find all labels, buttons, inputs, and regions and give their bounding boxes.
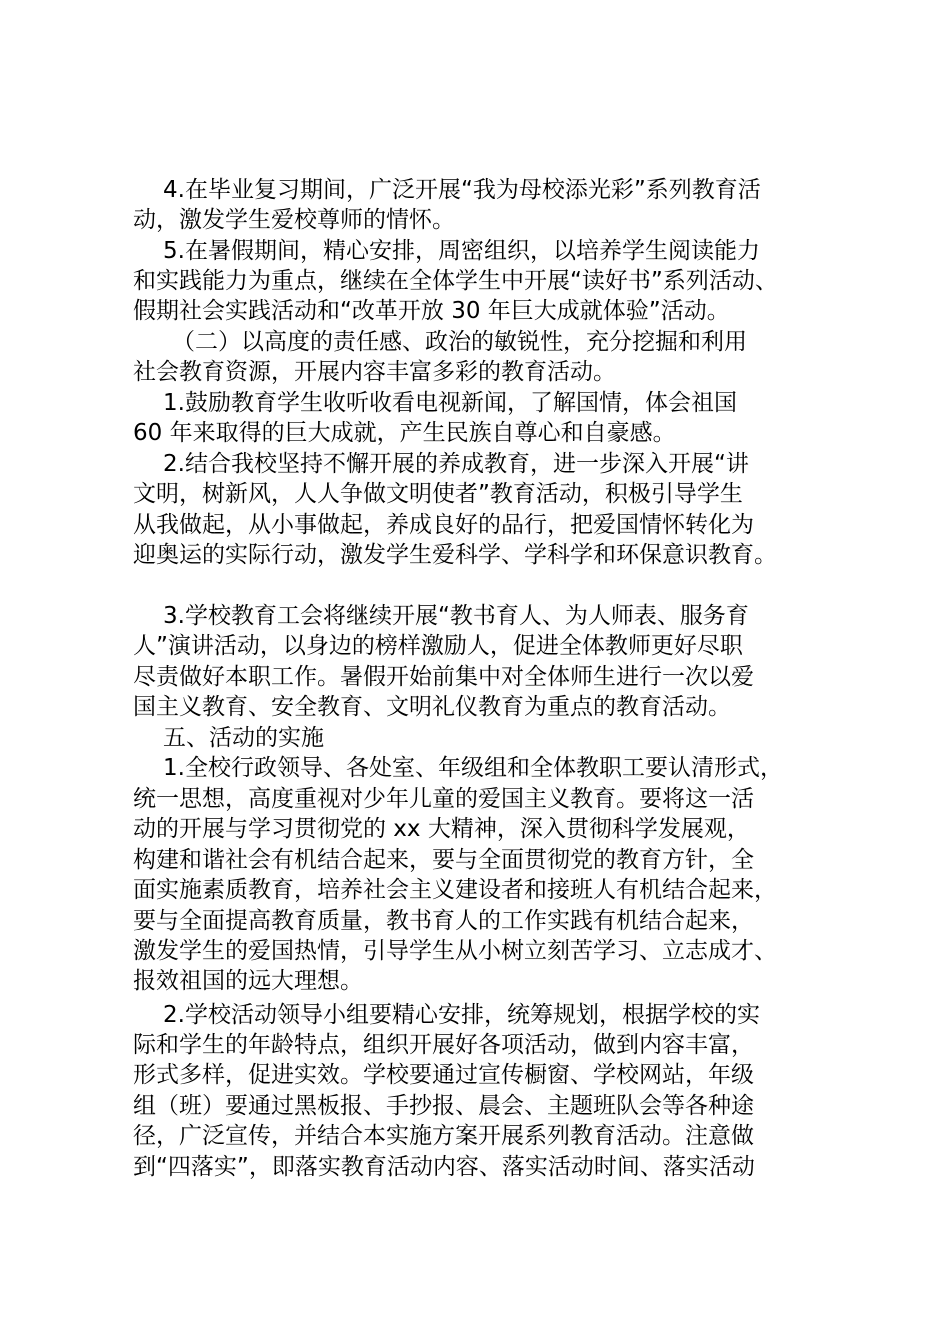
item-3-line-3: 尽责做好本职工作。暑假开始前集中对全体师生进行一次以爱	[133, 664, 754, 690]
paragraph-5-line-3: 假期社会实践活动和“改革开放 30 年巨大成就体验”活动。	[133, 298, 730, 324]
section-5-heading: 五、活动的实施	[163, 725, 324, 751]
implementation-1-line-4: 构建和谐社会有机结合起来，要与全面贯彻党的教育方针，全	[133, 847, 754, 873]
section-2-heading-line-2: 社会教育资源，开展内容丰富多彩的教育活动。	[133, 359, 616, 385]
implementation-2-line-4: 组（班）要通过黑板报、手抄报、晨会、主题班队会等各种途	[133, 1093, 754, 1119]
paragraph-4-line-2: 动，激发学生爱校尊师的情怀。	[133, 207, 455, 233]
implementation-2-line-3: 形式多样，促进实效。学校要通过宣传橱窗、学校网站，年级	[133, 1062, 754, 1088]
item-1-line-2: 60 年来取得的巨大成就，产生民族自尊心和自豪感。	[133, 420, 676, 446]
implementation-1-line-7: 激发学生的爱国热情，引导学生从小树立刻苦学习、立志成才、	[133, 938, 777, 964]
implementation-2-line-1: 2.学校活动领导小组要精心安排，统筹规划，根据学校的实	[163, 1002, 760, 1028]
item-2-line-3: 从我做起，从小事做起，养成良好的品行，把爱国情怀转化为	[133, 512, 754, 538]
item-2-line-4: 迎奥运的实际行动，激发学生爱科学、学科学和环保意识教育。	[133, 542, 777, 568]
paragraph-4-line-1: 4.在毕业复习期间，广泛开展“我为母校添光彩”系列教育活	[163, 177, 761, 203]
implementation-1-line-3: 动的开展与学习贯彻党的 xx 大精神，深入贯彻科学发展观，	[133, 816, 750, 842]
implementation-1-line-6: 要与全面提高教育质量，教书育人的工作实践有机结合起来，	[133, 908, 754, 934]
implementation-2-line-6: 到“四落实”，即落实教育活动内容、落实活动时间、落实活动	[133, 1154, 755, 1180]
item-3-line-1: 3.学校教育工会将继续开展“教书育人、为人师表、服务育	[163, 603, 749, 629]
implementation-2-line-2: 际和学生的年龄特点，组织开展好各项活动，做到内容丰富，	[133, 1032, 754, 1058]
implementation-1-line-2: 统一思想，高度重视对少年儿童的爱国主义教育。要将这一活	[133, 786, 754, 812]
item-1-line-1: 1.鼓励教育学生收听收看电视新闻，了解国情，体会祖国	[163, 390, 737, 416]
item-2-line-2: 文明，树新风，人人争做文明使者”教育活动，积极引导学生	[133, 481, 743, 507]
implementation-2-line-5: 径，广泛宣传，并结合本实施方案开展系列教育活动。注意做	[133, 1123, 754, 1149]
implementation-1-line-5: 面实施素质教育，培养社会主义建设者和接班人有机结合起来，	[133, 877, 777, 903]
item-3-line-2: 人”演讲活动，以身边的榜样激励人，促进全体教师更好尽职	[133, 633, 743, 659]
item-2-line-1: 2.结合我校坚持不懈开展的养成教育，进一步深入开展“讲	[163, 451, 749, 477]
item-3-line-4: 国主义教育、安全教育、文明礼仪教育为重点的教育活动。	[133, 694, 731, 720]
section-2-heading-line-1: （二）以高度的责任感、政治的敏锐性，充分挖掘和利用	[172, 329, 747, 355]
implementation-1-line-1: 1.全校行政领导、各处室、年级组和全体教职工要认清形式，	[163, 755, 783, 781]
paragraph-5-line-2: 和实践能力为重点，继续在全体学生中开展“读好书”系列活动、	[133, 268, 778, 294]
paragraph-5-line-1: 5.在暑假期间，精心安排，周密组织，以培养学生阅读能力	[163, 238, 760, 264]
implementation-1-line-8: 报效祖国的远大理想。	[133, 968, 363, 994]
